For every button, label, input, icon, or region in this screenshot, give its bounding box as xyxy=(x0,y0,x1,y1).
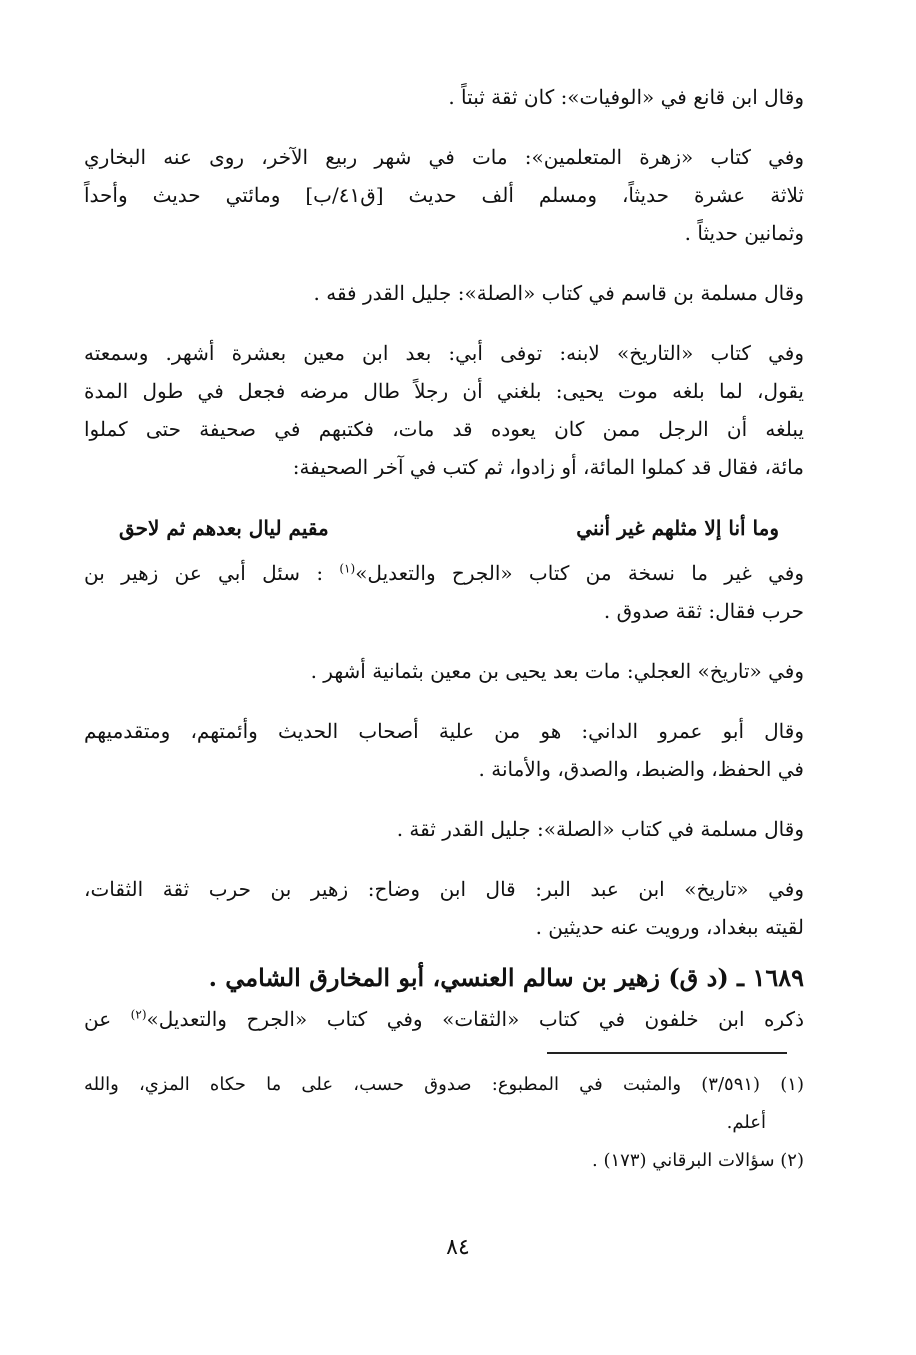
footnote-ref[interactable]: (١) xyxy=(339,561,356,576)
text-line xyxy=(84,554,804,592)
text-line: وفي «تاريخ» العجلي: مات بعد يحيى بن معين بثمانية أشهر . xyxy=(310,659,804,683)
paragraph xyxy=(84,334,804,486)
paragraph xyxy=(84,274,804,312)
paragraph xyxy=(84,870,804,946)
footnote-divider xyxy=(547,1052,787,1054)
verse-first-hemistich: وما أنا إلا مثلهم غير أنني xyxy=(576,516,779,540)
main-text xyxy=(84,78,804,1038)
text-line: حرب فقال: ثقة صدوق . xyxy=(603,599,804,623)
footnote: (٢) سؤالات البرقاني (١٧٣) . xyxy=(592,1150,804,1171)
text-segment: عن xyxy=(84,1007,131,1031)
text-line: وقال أبو عمرو الداني: هو من علية أصحاب الحديث وأئمتهم، ومتقدميهم xyxy=(84,719,804,743)
text-line: ثلاثة عشرة حديثاً، ومسلم ألف حديث [ق٤١/ب] ومائتي حديث وأحداً xyxy=(84,183,804,207)
poetry-verse xyxy=(84,508,804,548)
footnotes xyxy=(84,1066,804,1180)
paragraph xyxy=(84,554,804,630)
entry-symbols: (د ق) xyxy=(668,963,729,992)
entry-number: ١٦٨٩ xyxy=(752,963,804,992)
text-line xyxy=(84,1000,804,1038)
entry-title: زهير بن سالم العنسي، أبو المخارق الشامي . xyxy=(208,963,660,992)
paragraph xyxy=(84,1000,804,1038)
text-line: يقول، لما بلغه موت يحيى: بلغني أن رجلاً طال مرضه فجعل في طول المدة xyxy=(84,379,805,403)
page-number: ٨٤ xyxy=(446,1235,470,1260)
text-line: وفي كتاب «التاريخ» لابنه: توفى أبي: بعد ابن معين بعشرة أشهر. وسمعته xyxy=(84,341,804,365)
text-line: لقيته ببغداد، ورويت عنه حديثين . xyxy=(535,915,804,939)
paragraph xyxy=(84,78,804,116)
text-line: وثمانين حديثاً . xyxy=(684,221,804,245)
text-line: يبلغه أن الرجل ممن كان يعوده قد مات، فكتبهم في صحيفة حتى كملوا xyxy=(84,417,804,441)
footnote-continuation: أعلم. xyxy=(726,1112,766,1133)
entry-heading: ١٦٨٩ ـ (د ق) زهير بن سالم العنسي، أبو المخارق الشامي . xyxy=(208,963,804,992)
verse-second-hemistich: مقيم ليال بعدهم ثم لاحق xyxy=(119,516,329,540)
paragraph xyxy=(84,138,804,252)
paragraph xyxy=(84,652,804,690)
text-segment: : سئل أبي عن زهير بن xyxy=(84,561,340,585)
text-line: وقال مسلمة بن قاسم في كتاب «الصلة»: جليل القدر فقه . xyxy=(313,281,804,305)
text-line: وفي كتاب «زهرة المتعلمين»: مات في شهر ربيع الآخر، روى عنه البخاري xyxy=(84,145,804,169)
text-segment: ذكره ابن خلفون في كتاب «الثقات» وفي كتاب «الجرح والتعديل» xyxy=(146,1007,804,1031)
paragraph xyxy=(84,810,804,848)
footnote-ref[interactable]: (٢) xyxy=(130,1007,147,1022)
text-line: وقال مسلمة في كتاب «الصلة»: جليل القدر ثقة . xyxy=(396,817,804,841)
text-line: وقال ابن قانع في «الوفيات»: كان ثقة ثبتاً . xyxy=(448,85,804,109)
text-segment: وفي غير ما نسخة من كتاب «الجرح والتعديل» xyxy=(355,561,804,585)
text-line: وفي «تاريخ» ابن عبد البر: قال ابن وضاح: زهير بن حرب ثقة الثقات، xyxy=(84,877,804,901)
footnote: (١) (٣/٥٩١) والمثبت في المطبوع: صدوق حسب، على ما حكاه المزي، والله xyxy=(84,1074,804,1095)
paragraph xyxy=(84,712,804,788)
text-line: في الحفظ، والضبط، والصدق، والأمانة . xyxy=(478,757,804,781)
text-line: مائة، فقال قد كملوا المائة، أو زادوا، ثم كتب في آخر الصحيفة: xyxy=(292,455,804,479)
